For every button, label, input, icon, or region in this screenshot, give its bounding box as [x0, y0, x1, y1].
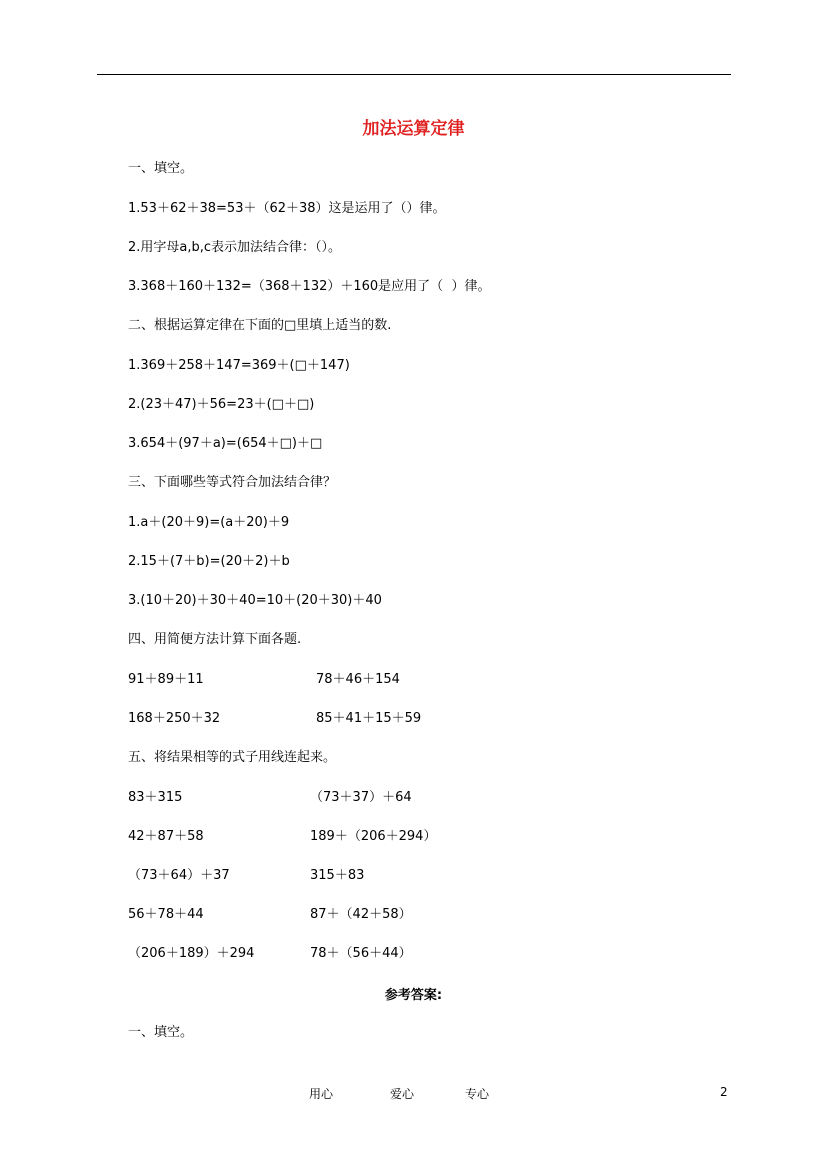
- section2-question-3: 3.654＋(97＋a)=(654＋□)＋□: [128, 436, 323, 451]
- header-rule: [97, 74, 731, 75]
- section4-problem-1: 91＋89＋11: [128, 672, 204, 687]
- section5-left-2: 42＋87＋58: [128, 829, 204, 844]
- section5-right-3: 315＋83: [310, 868, 365, 883]
- footer-item-2: 爱心: [390, 1087, 415, 1101]
- footer-item-1: 用心: [309, 1087, 334, 1101]
- page-title: 加法运算定律: [362, 119, 465, 139]
- section4-problem-3: 168＋250＋32: [128, 711, 221, 726]
- section1-heading: 一、填空。: [128, 161, 194, 176]
- section3-question-2: 2.15＋(7＋b)=(20＋2)＋b: [128, 554, 290, 569]
- section3-question-3: 3.(10＋20)＋30＋40=10＋(20＋30)＋40: [128, 593, 382, 608]
- section1-question-2: 2.用字母a,b,c表示加法结合律：（）。: [128, 240, 342, 255]
- section4-problem-2: 78＋46＋154: [316, 672, 400, 687]
- section5-right-2: 189＋（206＋294）: [310, 829, 437, 844]
- section5-right-4: 87＋（42＋58）: [310, 907, 412, 922]
- section1-question-1: 1.53＋62＋38=53＋（62＋38）这是运用了（）律。: [128, 201, 446, 216]
- section2-question-1: 1.369＋258＋147=369＋(□＋147): [128, 358, 350, 373]
- section2-question-2: 2.(23＋47)＋56=23＋(□＋□): [128, 397, 315, 412]
- section5-left-1: 83＋315: [128, 790, 183, 805]
- section5-right-1: （73＋37）＋64: [310, 790, 412, 805]
- section5-left-4: 56＋78＋44: [128, 907, 204, 922]
- section3-question-1: 1.a＋(20＋9)=(a＋20)＋9: [128, 515, 290, 530]
- section1-question-3: 3.368＋160＋132=（368＋132）＋160是应用了（ ）律。: [128, 279, 491, 294]
- section5-left-5: （206＋189）＋294: [128, 946, 255, 961]
- section5-left-3: （73＋64）＋37: [128, 868, 230, 883]
- section4-problem-4: 85＋41＋15＋59: [316, 711, 422, 726]
- answers-section1-heading: 一、填空。: [128, 1025, 194, 1040]
- section2-heading: 二、根据运算定律在下面的□里填上适当的数.: [128, 318, 392, 333]
- answers-title: 参考答案:: [384, 988, 443, 1003]
- page-number: 2: [720, 1085, 728, 1099]
- section4-heading: 四、用简便方法计算下面各题.: [128, 632, 302, 647]
- section3-heading: 三、下面哪些等式符合加法结合律？: [128, 475, 337, 490]
- section5-heading: 五、将结果相等的式子用线连起来。: [128, 750, 337, 765]
- footer-item-3: 专心: [465, 1087, 490, 1101]
- section5-right-5: 78＋（56＋44）: [310, 946, 412, 961]
